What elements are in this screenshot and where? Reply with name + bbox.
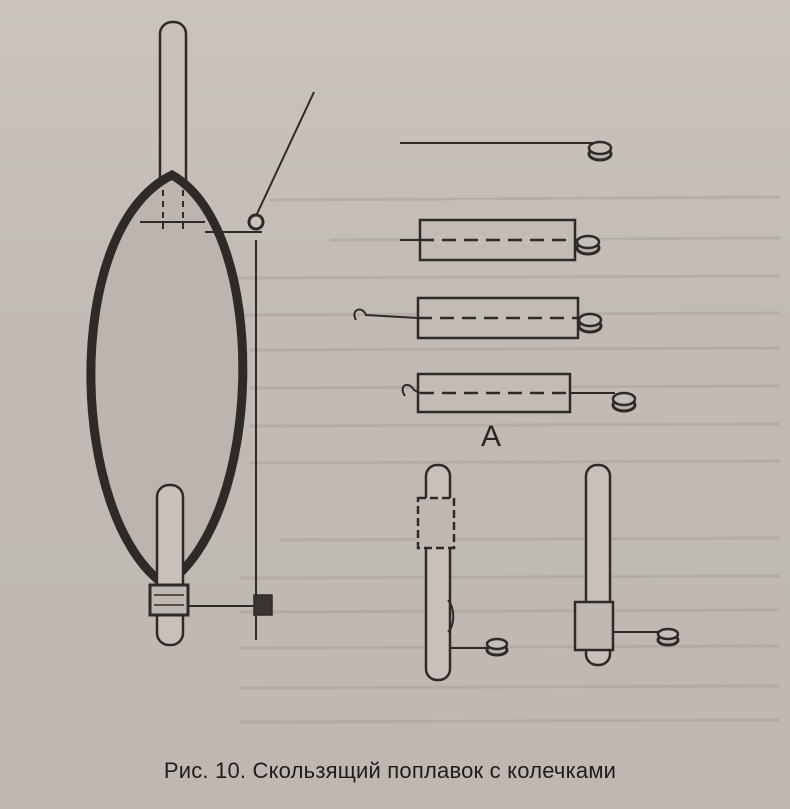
main-float [91,22,243,645]
float-keel [157,485,183,645]
float-bottom-collar [150,585,188,615]
keel-variant-long [418,465,507,680]
keel-variant-short [575,465,678,665]
stopper [254,595,272,615]
variant-a-label: А [481,420,502,453]
figure-caption [0,758,790,784]
tube-fixed-wire [403,374,635,412]
ring-wire [400,142,611,160]
tube-with-ring [400,220,599,260]
top-ring [249,215,263,229]
tube-hooked-wire [354,298,601,338]
caption-text: Рис. 10. Скользящий поплавок с колечками [163,758,617,783]
